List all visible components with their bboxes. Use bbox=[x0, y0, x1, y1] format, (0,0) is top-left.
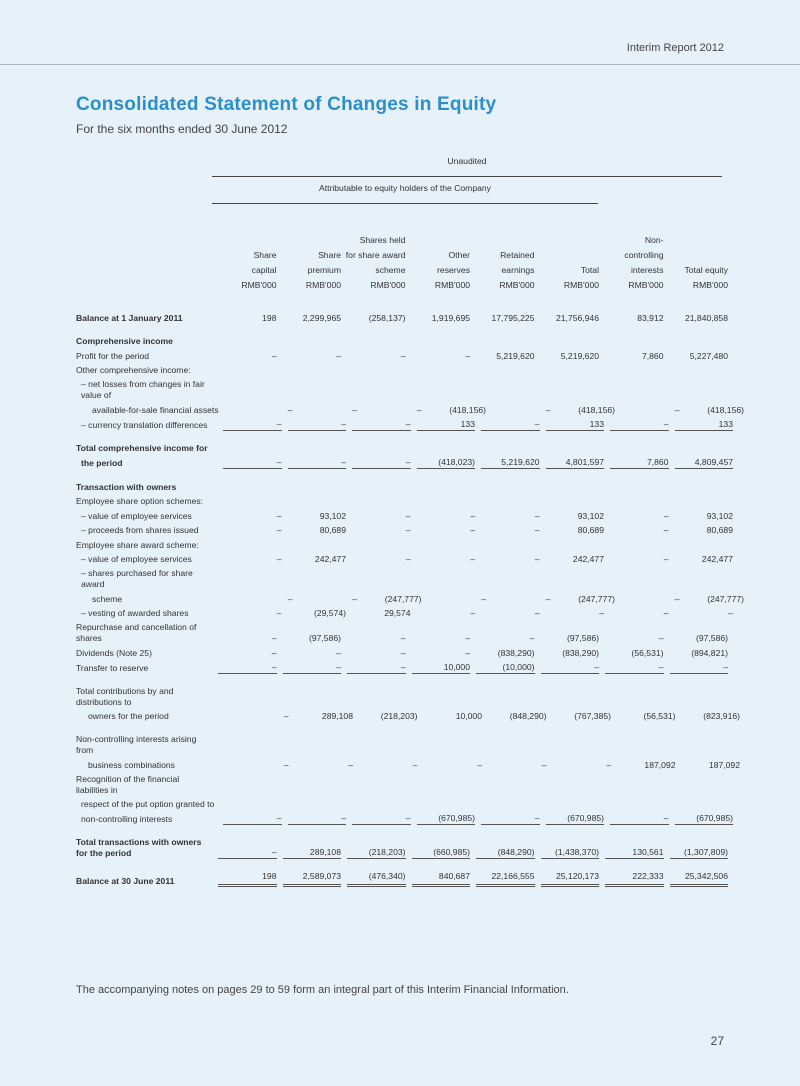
column-header-line: RMB'000 bbox=[434, 280, 470, 290]
column-header-line bbox=[664, 248, 729, 263]
table-cell: 840,687 bbox=[412, 868, 471, 887]
table-row bbox=[76, 416, 733, 431]
column-header-line: Share bbox=[253, 250, 277, 260]
table-row bbox=[76, 756, 740, 771]
table-cell: – bbox=[465, 633, 470, 643]
table-cell: 25,342,506 bbox=[670, 868, 729, 887]
column-header bbox=[535, 218, 600, 293]
table-cell: (418,156) bbox=[578, 404, 615, 415]
table-row bbox=[76, 493, 722, 508]
table-row bbox=[76, 536, 722, 551]
table-cell: 2,299,965 bbox=[302, 312, 341, 323]
table-cell: – bbox=[336, 647, 341, 658]
row-label: the period bbox=[81, 458, 123, 468]
column-header-line bbox=[470, 233, 535, 248]
table-cell: – bbox=[276, 554, 282, 564]
table-cell: (476,340) bbox=[347, 868, 406, 887]
table-cell: 7,860 bbox=[610, 454, 669, 469]
row-label: – proceeds from shares issued bbox=[81, 525, 199, 535]
table-row bbox=[76, 362, 722, 377]
table-cell: – bbox=[348, 759, 353, 770]
table-cell: – bbox=[288, 416, 347, 431]
table-cell: (660,985) bbox=[412, 844, 471, 859]
table-cell: – bbox=[288, 810, 347, 825]
table-cell: – bbox=[405, 510, 411, 521]
row-label: Comprehensive income bbox=[76, 336, 173, 346]
table-cell: 93,102 bbox=[577, 510, 604, 521]
row-label: Total comprehensive income for bbox=[76, 443, 208, 453]
table-cell: 1,919,695 bbox=[431, 312, 470, 323]
table-cell: – bbox=[352, 810, 411, 825]
table-cell: – bbox=[287, 404, 293, 415]
table-cell: – bbox=[283, 659, 342, 674]
table-cell: (894,821) bbox=[691, 647, 728, 658]
table-cell: 187,092 bbox=[644, 759, 676, 770]
table-cell: – bbox=[663, 554, 669, 564]
table-cell: – bbox=[470, 510, 475, 521]
table-cell: – bbox=[223, 810, 282, 825]
table-cell: – bbox=[534, 554, 540, 564]
table-cell: 7,860 bbox=[641, 350, 664, 361]
column-headers bbox=[76, 218, 728, 293]
table-row bbox=[76, 401, 744, 416]
table-row bbox=[76, 810, 733, 825]
table-cell: (418,156) bbox=[707, 404, 744, 415]
table-cell: – bbox=[605, 659, 664, 674]
row-label: scheme bbox=[92, 593, 123, 604]
table-cell: – bbox=[663, 608, 669, 618]
row-label: Other comprehensive income: bbox=[76, 365, 191, 375]
table-cell: (670,985) bbox=[675, 810, 734, 825]
column-header bbox=[212, 218, 277, 293]
row-label: Transfer to reserve bbox=[76, 662, 149, 673]
table-cell: – bbox=[481, 810, 540, 825]
table-row bbox=[76, 868, 728, 887]
row-gap bbox=[76, 431, 722, 440]
table-row bbox=[76, 659, 728, 674]
column-header-line: RMB'000 bbox=[563, 280, 599, 290]
column-header-line: for share award bbox=[345, 250, 406, 260]
table-cell: – bbox=[674, 593, 680, 604]
table-cell: – bbox=[276, 608, 282, 618]
row-label: – value of employee services bbox=[81, 554, 192, 564]
row-label: non-controlling interests bbox=[81, 814, 173, 824]
attributable-label: Attributable to equity holders of the Company bbox=[319, 183, 491, 193]
table-row bbox=[76, 347, 728, 362]
table-cell: – bbox=[610, 416, 669, 431]
table-row bbox=[76, 565, 722, 590]
table-cell: – bbox=[481, 416, 540, 431]
row-gap bbox=[76, 825, 722, 834]
table-cell: (29,574) bbox=[313, 608, 346, 618]
table-cell: – bbox=[271, 647, 277, 658]
column-header-line: earnings bbox=[501, 265, 535, 275]
table-cell: 130,561 bbox=[605, 844, 664, 859]
table-cell: 133 bbox=[675, 416, 734, 431]
table-cell: (247,777) bbox=[384, 593, 422, 604]
table-cell: 242,477 bbox=[701, 554, 733, 564]
column-header bbox=[341, 218, 406, 293]
table-cell: – bbox=[534, 608, 540, 618]
row-gap bbox=[76, 859, 722, 868]
table-row bbox=[76, 731, 722, 756]
table-cell: (218,203) bbox=[347, 844, 406, 859]
row-label: available-for-sale financial assets bbox=[92, 404, 219, 415]
table-cell: (247,777) bbox=[707, 593, 744, 604]
column-header-line: Non- bbox=[644, 235, 664, 245]
table-cell: – bbox=[477, 759, 482, 770]
table-row bbox=[76, 376, 722, 401]
column-header bbox=[277, 218, 342, 293]
table-cell: – bbox=[405, 525, 411, 535]
row-label: Balance at 30 June 2011 bbox=[76, 876, 175, 886]
table-cell: (1,307,809) bbox=[670, 844, 729, 859]
table-cell: 80,689 bbox=[577, 525, 604, 535]
column-header-line bbox=[664, 233, 729, 248]
column-header-line bbox=[277, 233, 342, 248]
table-row bbox=[76, 771, 722, 796]
column-header-line: interests bbox=[631, 265, 664, 275]
table-cell: – bbox=[352, 416, 411, 431]
row-gap bbox=[76, 674, 722, 683]
table-cell: (767,385) bbox=[574, 711, 611, 721]
column-header-line: Share bbox=[318, 250, 341, 260]
unaudited-band bbox=[212, 150, 722, 177]
column-header-line: Shares held bbox=[359, 235, 406, 245]
row-label: Repurchase and cancellation of shares bbox=[76, 622, 197, 643]
column-header-line bbox=[535, 248, 600, 263]
table-cell: 83,912 bbox=[637, 312, 664, 323]
row-label: – vesting of awarded shares bbox=[81, 608, 189, 618]
table-cell: (838,290) bbox=[497, 647, 535, 658]
table-cell: (848,290) bbox=[476, 844, 535, 859]
table-row bbox=[76, 309, 728, 324]
table-cell: 187,092 bbox=[708, 759, 740, 770]
row-label: Dividends (Note 25) bbox=[76, 647, 152, 658]
header-spacer bbox=[76, 218, 212, 293]
table-cell: (97,586) bbox=[308, 633, 341, 643]
column-header-line: reserves bbox=[437, 265, 470, 275]
row-label: Profit for the period bbox=[76, 350, 150, 361]
table-cell: – bbox=[470, 525, 475, 535]
table-cell: 5,219,620 bbox=[496, 350, 535, 361]
table-cell: (10,000) bbox=[476, 659, 535, 674]
table-cell: – bbox=[336, 350, 341, 361]
column-header-line bbox=[212, 218, 277, 233]
table-cell: – bbox=[283, 711, 289, 721]
table-cell: 5,227,480 bbox=[689, 350, 728, 361]
table-row bbox=[76, 834, 728, 859]
attributable-band bbox=[212, 177, 598, 204]
table-cell: – bbox=[287, 593, 293, 604]
table-cell: – bbox=[223, 416, 282, 431]
table-cell: (838,290) bbox=[562, 647, 599, 658]
table-cell: – bbox=[416, 404, 422, 415]
table-cell: – bbox=[352, 454, 411, 469]
table-cell: (218,203) bbox=[380, 711, 418, 721]
table-cell: 80,689 bbox=[319, 525, 346, 535]
table-cell: – bbox=[465, 350, 470, 361]
table-cell: – bbox=[534, 510, 540, 521]
table-cell: – bbox=[470, 608, 475, 618]
column-header-line bbox=[406, 218, 471, 233]
column-header-line: premium bbox=[307, 265, 341, 275]
table-cell: 133 bbox=[417, 416, 476, 431]
table-cell: (56,531) bbox=[631, 647, 664, 658]
table-cell: (97,586) bbox=[566, 633, 599, 643]
row-label: – currency translation differences bbox=[81, 419, 208, 430]
column-header-line bbox=[341, 218, 406, 233]
column-header-line: RMB'000 bbox=[305, 280, 341, 290]
row-label: Total contributions by and distributions to bbox=[76, 685, 174, 707]
row-label: owners for the period bbox=[88, 711, 169, 721]
table-cell: – bbox=[400, 633, 406, 643]
column-header-line: Total bbox=[580, 265, 599, 275]
column-header-line: Other bbox=[448, 250, 470, 260]
page-title: Consolidated Statement of Changes in Equity bbox=[76, 94, 497, 115]
row-label: Recognition of the financial liabilities in bbox=[76, 773, 180, 795]
table-cell: 21,840,858 bbox=[684, 312, 728, 323]
table-cell: – bbox=[541, 659, 600, 674]
column-header-line: RMB'000 bbox=[628, 280, 664, 290]
table-cell: – bbox=[470, 554, 475, 564]
row-gap bbox=[76, 324, 722, 333]
table-cell: 289,108 bbox=[321, 711, 353, 721]
row-label: – value of employee services bbox=[81, 510, 192, 521]
table-cell: – bbox=[352, 404, 357, 415]
column-header-line: Retained bbox=[500, 250, 535, 260]
table-row bbox=[76, 454, 733, 469]
table-row bbox=[76, 644, 728, 659]
equity-table bbox=[76, 150, 744, 887]
row-label: – net losses from changes in fair value of bbox=[81, 379, 205, 400]
row-label: Employee share award scheme: bbox=[76, 539, 199, 550]
table-cell: 22,166,555 bbox=[476, 868, 535, 887]
table-cell: 242,477 bbox=[572, 554, 604, 564]
table-cell: – bbox=[541, 759, 547, 770]
table-row bbox=[76, 551, 733, 566]
table-row bbox=[76, 507, 733, 522]
header-divider bbox=[0, 64, 800, 65]
table-cell: (247,777) bbox=[578, 593, 615, 604]
table-cell: – bbox=[218, 659, 277, 674]
column-header-line: RMB'000 bbox=[499, 280, 535, 290]
table-cell: 10,000 bbox=[412, 659, 471, 674]
row-label: Non-controlling interests arising from bbox=[76, 734, 197, 755]
column-header-line: RMB'000 bbox=[370, 280, 406, 290]
row-label: Transaction with owners bbox=[76, 481, 177, 492]
table-cell: – bbox=[529, 633, 535, 643]
table-cell: 198 bbox=[218, 868, 277, 887]
table-cell: 4,809,457 bbox=[675, 454, 734, 469]
table-cell: 242,477 bbox=[314, 554, 346, 564]
column-header-line bbox=[535, 218, 600, 233]
table-cell: 289,108 bbox=[283, 844, 342, 859]
page-subtitle: For the six months ended 30 June 2012 bbox=[76, 122, 288, 136]
table-cell: (258,137) bbox=[368, 312, 406, 323]
table-cell: – bbox=[405, 554, 411, 564]
table-cell: 25,120,173 bbox=[541, 868, 600, 887]
table-cell: – bbox=[599, 608, 604, 618]
column-header-line: scheme bbox=[375, 265, 406, 275]
table-cell: – bbox=[534, 525, 540, 535]
table-row bbox=[76, 605, 733, 620]
table-cell: – bbox=[352, 593, 357, 604]
column-header-line: controlling bbox=[624, 250, 664, 260]
table-row bbox=[76, 522, 733, 537]
table-cell: (670,985) bbox=[417, 810, 476, 825]
table-cell: – bbox=[670, 659, 729, 674]
column-header-line bbox=[212, 233, 277, 248]
table-cell: (670,985) bbox=[546, 810, 605, 825]
table-cell: – bbox=[276, 510, 282, 521]
row-label: Total transactions with owners for the period bbox=[76, 837, 202, 858]
row-label: – shares purchased for share award bbox=[81, 568, 193, 589]
table-cell: 133 bbox=[546, 416, 605, 431]
table-row bbox=[76, 440, 722, 455]
column-header bbox=[470, 218, 535, 293]
table-row bbox=[76, 590, 744, 605]
column-header bbox=[599, 218, 664, 293]
table-cell: – bbox=[674, 404, 680, 415]
table-cell: – bbox=[218, 844, 277, 859]
table-cell: (97,586) bbox=[695, 633, 728, 643]
table-cell: 93,102 bbox=[319, 510, 346, 521]
column-header bbox=[664, 218, 729, 293]
row-label: business combinations bbox=[88, 759, 175, 770]
table-cell: 198 bbox=[262, 312, 277, 323]
table-cell: – bbox=[276, 525, 282, 535]
table-cell: 5,219,620 bbox=[560, 350, 599, 361]
row-gap bbox=[76, 722, 722, 731]
table-row bbox=[76, 708, 740, 723]
table-cell: – bbox=[545, 593, 551, 604]
table-cell: (418,023) bbox=[417, 454, 476, 469]
table-cell: – bbox=[465, 647, 470, 658]
table-cell: – bbox=[271, 350, 277, 361]
footer-note: The accompanying notes on pages 29 to 59 form an integral part of this Interim Financial Information. bbox=[76, 984, 569, 996]
table-row bbox=[76, 796, 722, 811]
column-header-line bbox=[535, 233, 600, 248]
table-cell: – bbox=[545, 404, 551, 415]
table-row bbox=[76, 683, 722, 708]
row-gap bbox=[76, 469, 722, 478]
table-cell: – bbox=[663, 510, 669, 521]
table-cell: – bbox=[271, 633, 277, 643]
column-header-line: capital bbox=[251, 265, 277, 275]
unaudited-label: Unaudited bbox=[447, 156, 487, 166]
table-cell: (418,156) bbox=[449, 404, 486, 415]
table-cell: 2,589,073 bbox=[283, 868, 342, 887]
table-cell: – bbox=[728, 608, 733, 618]
table-cell: – bbox=[400, 647, 406, 658]
table-cell: 80,689 bbox=[706, 525, 733, 535]
table-cell: – bbox=[288, 454, 347, 469]
table-cell: – bbox=[412, 759, 418, 770]
table-cell: (1,438,370) bbox=[541, 844, 600, 859]
column-header-line bbox=[470, 218, 535, 233]
table-cell: – bbox=[610, 810, 669, 825]
column-header-line: Total equity bbox=[684, 265, 728, 275]
row-label: respect of the put option granted to bbox=[81, 799, 215, 809]
table-cell: 93,102 bbox=[706, 510, 733, 521]
column-header-line bbox=[277, 218, 342, 233]
table-cell: 29,574 bbox=[384, 608, 411, 618]
page-number: 27 bbox=[710, 1034, 724, 1048]
column-header bbox=[406, 218, 471, 293]
table-cell: 17,795,225 bbox=[491, 312, 535, 323]
row-label: Balance at 1 January 2011 bbox=[76, 312, 183, 323]
table-cell: 10,000 bbox=[455, 711, 482, 721]
table-cell: 222,333 bbox=[605, 868, 664, 887]
column-header-line: RMB'000 bbox=[241, 280, 277, 290]
row-label: Employee share option schemes: bbox=[76, 496, 204, 506]
table-cell: – bbox=[481, 593, 486, 604]
column-header-line bbox=[664, 218, 729, 233]
report-name: Interim Report 2012 bbox=[626, 42, 724, 54]
table-cell: – bbox=[347, 659, 406, 674]
table-cell: – bbox=[658, 633, 664, 643]
table-body bbox=[76, 309, 744, 887]
table-cell: 5,219,620 bbox=[481, 454, 540, 469]
table-cell: – bbox=[283, 759, 289, 770]
table-row bbox=[76, 333, 722, 348]
table-cell: – bbox=[400, 350, 406, 361]
table-cell: – bbox=[663, 525, 669, 535]
table-cell: 4,801,597 bbox=[546, 454, 605, 469]
column-header-line bbox=[599, 218, 664, 233]
table-cell: 21,756,946 bbox=[555, 312, 599, 323]
column-header-line: RMB'000 bbox=[692, 280, 728, 290]
table-cell: – bbox=[606, 759, 611, 770]
column-header-line bbox=[406, 233, 471, 248]
table-cell: (848,290) bbox=[509, 711, 547, 721]
table-row bbox=[76, 478, 722, 493]
table-row bbox=[76, 619, 728, 644]
table-cell: – bbox=[223, 454, 282, 469]
table-cell: (823,916) bbox=[703, 711, 740, 721]
table-cell: (56,531) bbox=[643, 711, 676, 721]
